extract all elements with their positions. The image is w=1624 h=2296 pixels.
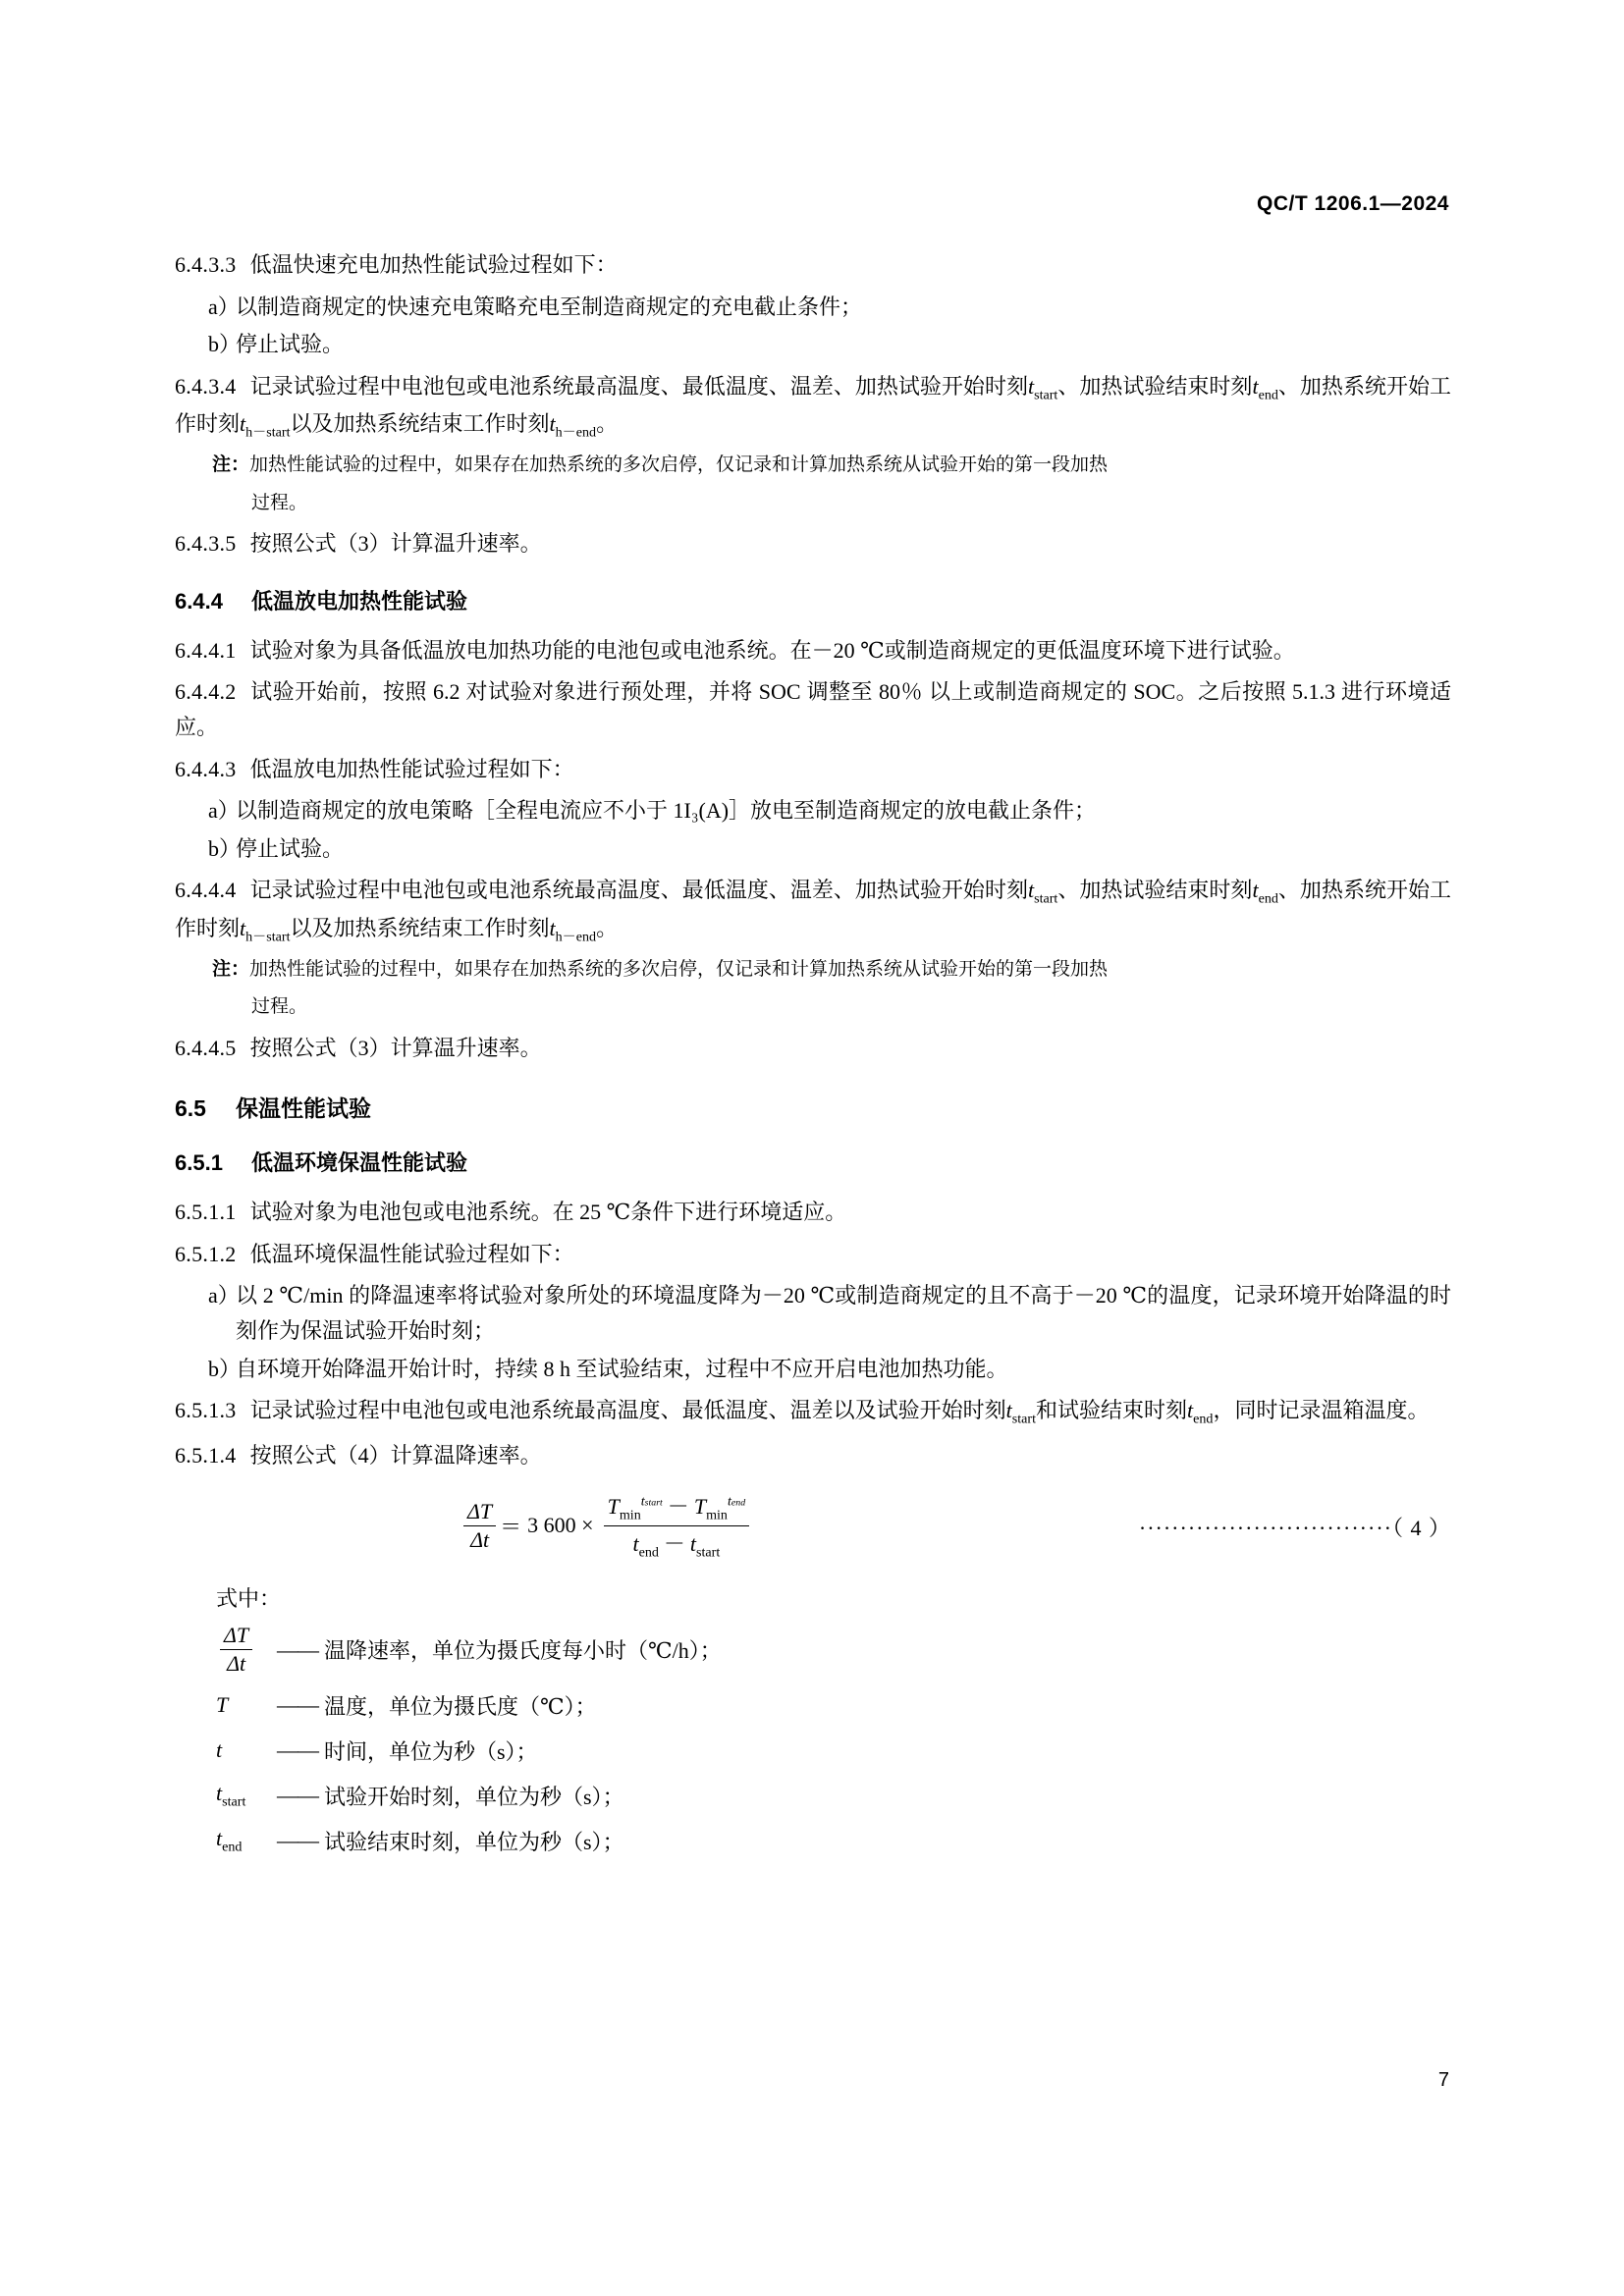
- clause-text-part1: 记录试验过程中电池包或电池系统最高温度、最低温度、温差以及试验开始时刻: [249, 1398, 1006, 1423]
- definition-text: 试验结束时刻，单位为秒（s）；: [324, 1829, 624, 1854]
- symbol-subscript: end: [1193, 1411, 1214, 1427]
- symbol-t-h-start: t: [240, 411, 246, 437]
- paragraph-6-4-4-4: [175, 873, 1451, 947]
- symbol-definition-list: [175, 1623, 1451, 1857]
- formula-T-1: T: [607, 1494, 620, 1520]
- definition-dash: ——: [277, 1636, 318, 1662]
- symbol-t-start: t: [1005, 1398, 1012, 1423]
- formula-rhs-numerator: [604, 1490, 750, 1525]
- paragraph-6-5-1-3: [175, 1393, 1451, 1430]
- note-2-continuation: 过程。: [251, 996, 308, 1018]
- list-6-4-4-3: [175, 793, 1451, 866]
- formula-rhs-fraction: [604, 1490, 750, 1561]
- symbol-subscript: h－end: [555, 928, 597, 944]
- formula-T-2-sup: t: [727, 1493, 731, 1510]
- formula-T-1-sup-sub: start: [644, 1497, 663, 1509]
- symbol-t-h-end: t: [549, 915, 556, 940]
- heading-6-5: [175, 1091, 1451, 1123]
- clause-number: 6.5.1.3: [175, 1398, 237, 1423]
- heading-number: 6.5: [175, 1095, 206, 1122]
- formula-denominator-minus: －: [663, 1530, 685, 1556]
- clause-number: 6.4.3.4: [175, 373, 237, 399]
- definition-symbol: T: [216, 1692, 229, 1718]
- symbol-t-start: t: [1027, 878, 1035, 903]
- definition-row: [216, 1623, 1451, 1677]
- clause-text: 按照公式（3）计算温升速率。: [249, 1035, 542, 1060]
- clause-number: 6.5.1.4: [175, 1442, 237, 1468]
- note-2: [175, 955, 1451, 985]
- list-item: [175, 793, 1451, 828]
- clause-text-part3: 、加热系统开始工作时刻: [175, 878, 1451, 940]
- note-text: 加热性能试验的过程中，如果存在加热系统的多次启停，仅记录和计算加热系统从试验开始的第一段加热: [249, 958, 1109, 980]
- clause-number: 6.4.4.4: [175, 878, 237, 903]
- definition-symbol: [216, 1781, 277, 1810]
- list-marker: b）: [208, 835, 242, 861]
- definition-dash: ——: [277, 1783, 318, 1808]
- list-item-text: 停止试验。: [236, 835, 345, 861]
- document-content: [175, 247, 1451, 1869]
- formula-t-start-sub: start: [696, 1543, 721, 1560]
- note-label: 注：: [212, 454, 250, 476]
- definition-text: 试验开始时刻，单位为秒（s）；: [324, 1784, 624, 1809]
- formula-t-end: t: [632, 1530, 639, 1556]
- symbol-t-end: t: [1252, 878, 1259, 903]
- heading-title: 低温放电加热性能试验: [251, 588, 468, 614]
- clause-text-part1: 记录试验过程中电池包或电池系统最高温度、最低温度、温差、加热试验开始时刻: [249, 878, 1028, 903]
- list-6-5-1-2: [175, 1278, 1451, 1386]
- definition-row: [216, 1688, 1451, 1722]
- clause-text-part2: 、加热试验结束时刻: [1057, 878, 1253, 903]
- paragraph-6-4-4-3: [175, 752, 1451, 787]
- formula-4-expression: [460, 1490, 753, 1561]
- heading-number: 6.4.4: [175, 588, 223, 614]
- list-item: [175, 327, 1451, 362]
- list-item-text: 以 2 ℃/min 的降温速率将试验对象所处的环境温度降为－20 ℃或制造商规定的且不高于－20 ℃的温度，记录环境开始降温的时刻作为保温试验开始时刻；: [236, 1283, 1451, 1344]
- list-item: [175, 831, 1451, 867]
- definition-row: [216, 1779, 1451, 1812]
- note-text: 加热性能试验的过程中，如果存在加热系统的多次启停，仅记录和计算加热系统从试验开始的第一段加热: [249, 454, 1109, 476]
- clause-text: 按照公式（4）计算温降速率。: [249, 1442, 542, 1468]
- paragraph-6-4-4-1: [175, 633, 1451, 668]
- formula-4-number: ·······························（ 4 ）: [1138, 1516, 1451, 1541]
- heading-6-5-1: [175, 1147, 1451, 1177]
- formula-T-1-sub: min: [619, 1507, 641, 1523]
- symbol-subscript: end: [1258, 387, 1278, 403]
- formula-T-2: T: [693, 1494, 707, 1520]
- note-1-continuation: 过程。: [251, 492, 308, 513]
- definition-symbol-denominator: Δt: [227, 1651, 246, 1677]
- list-marker: a）: [208, 798, 240, 824]
- formula-t-end-sub: end: [638, 1543, 659, 1560]
- where-label: 式中：: [216, 1586, 282, 1612]
- definition-symbol-base: t: [216, 1780, 223, 1805]
- note-1: [175, 451, 1451, 480]
- clause-number: 6.5.1.2: [175, 1241, 237, 1266]
- list-item-text: 停止试验。: [236, 332, 345, 357]
- list-item-text: 自环境开始降温开始计时，持续 8 h 至试验结束，过程中不应开启电池加热功能。: [236, 1356, 1008, 1381]
- symbol-t-start: t: [1027, 373, 1035, 399]
- formula-T-1-sup: t: [640, 1493, 645, 1510]
- list-item: [175, 290, 1451, 325]
- clause-text-part3: 、加热系统开始工作时刻: [175, 373, 1451, 437]
- clause-text: 试验对象为具备低温放电加热功能的电池包或电池系统。在－20 ℃或制造商规定的更低温度环境下进行试验。: [249, 637, 1295, 663]
- clause-text: 低温环境保温性能试验过程如下：: [249, 1241, 574, 1266]
- heading-title: 低温环境保温性能试验: [251, 1150, 468, 1176]
- list-item: [175, 1352, 1451, 1387]
- clause-text: 试验开始前，按照 6.2 对试验对象进行预处理，并将 SOC 调整至 80％ 以上或制造商规定的 SOC。之后按照 5.1.3 进行环境适应。: [175, 679, 1451, 739]
- definition-symbol: [216, 1826, 277, 1855]
- formula-lhs-denominator: Δt: [470, 1526, 490, 1552]
- definition-symbol: [216, 1623, 277, 1677]
- list-item-text: 以制造商规定的放电策略［全程电流应不小于 1I₃(A)］放电至制造商规定的放电截止条件；: [236, 798, 1097, 824]
- formula-equals: ＝: [500, 1514, 522, 1539]
- symbol-t-end: t: [1252, 373, 1259, 399]
- definition-symbol: t: [216, 1737, 223, 1763]
- list-marker: b）: [208, 1356, 242, 1381]
- paragraph-6-4-3-4: [175, 369, 1451, 444]
- definition-row: [216, 1734, 1451, 1767]
- clause-text-part1: 记录试验过程中电池包或电池系统最高温度、最低温度、温差、加热试验开始时刻: [249, 373, 1028, 399]
- definition-symbol-sub: start: [222, 1793, 246, 1810]
- list-item: [175, 1278, 1451, 1348]
- list-marker: b）: [208, 332, 242, 357]
- clause-number: 6.4.4.1: [175, 637, 237, 663]
- formula-t-start: t: [689, 1530, 697, 1556]
- page-number: 7: [1437, 2069, 1449, 2091]
- paragraph-6-5-1-2: [175, 1237, 1451, 1272]
- clause-number: 6.4.4.3: [175, 756, 237, 781]
- clause-number: 6.4.4.2: [175, 679, 237, 705]
- paragraph-6-4-3-5: [175, 526, 1451, 561]
- symbol-subscript: h－start: [245, 928, 291, 944]
- symbol-subscript: start: [1034, 387, 1058, 403]
- formula-coefficient: 3 600 ×: [527, 1513, 594, 1538]
- definition-dash: ——: [277, 1737, 318, 1763]
- symbol-subscript: end: [1258, 890, 1278, 907]
- clause-text-part5: 。: [596, 915, 619, 940]
- list-6-4-3-3: [175, 290, 1451, 362]
- definition-text: 温降速率，单位为摄氏度每小时（℃/h）；: [324, 1638, 722, 1664]
- paragraph-6-4-4-5: [175, 1031, 1451, 1066]
- symbol-subscript: start: [1034, 890, 1058, 907]
- list-marker: a）: [208, 1283, 240, 1308]
- definition-symbol-base: t: [216, 1825, 223, 1850]
- clause-text-part5: 。: [596, 411, 619, 437]
- note-label: 注：: [212, 958, 250, 980]
- formula-T-2-sub: min: [706, 1507, 728, 1523]
- definition-text: 时间，单位为秒（s）；: [324, 1738, 538, 1764]
- clause-text: 低温快速充电加热性能试验过程如下：: [249, 252, 618, 277]
- clause-number: 6.5.1.1: [175, 1200, 237, 1225]
- heading-title: 保温性能试验: [236, 1095, 371, 1122]
- definition-symbol-numerator: ΔT: [220, 1623, 252, 1650]
- definition-row: [216, 1824, 1451, 1857]
- symbol-subscript: h－start: [245, 424, 291, 441]
- list-item-text: 以制造商规定的快速充电策略充电至制造商规定的充电截止条件；: [236, 294, 863, 319]
- formula-rhs-denominator: [628, 1526, 724, 1561]
- page-header-standard-number: QC/T 1206.1—2024: [1257, 192, 1449, 215]
- definition-dash: ——: [277, 1692, 318, 1718]
- heading-6-4-4: [175, 585, 1451, 615]
- definition-symbol-fraction: [220, 1623, 252, 1677]
- formula-T-2-sup-sub: end: [731, 1497, 746, 1509]
- formula-numerator-minus: －: [667, 1494, 689, 1520]
- list-marker: a）: [208, 294, 240, 319]
- clause-number: 6.4.3.3: [175, 252, 237, 277]
- definition-text: 温度，单位为摄氏度（℃）；: [324, 1693, 597, 1719]
- clause-number: 6.4.4.5: [175, 1035, 237, 1060]
- clause-text-part4: 以及加热系统结束工作时刻: [290, 411, 550, 437]
- heading-number: 6.5.1: [175, 1150, 223, 1176]
- clause-text: 低温放电加热性能试验过程如下：: [249, 756, 574, 781]
- formula-lhs-numerator: ΔT: [463, 1499, 496, 1526]
- symbol-subscript: start: [1011, 1411, 1036, 1427]
- symbol-t-end: t: [1187, 1398, 1194, 1423]
- clause-text-part2: 和试验结束时刻: [1036, 1398, 1188, 1423]
- formula-4-block: [175, 1490, 1451, 1567]
- formula-lhs-fraction: [463, 1499, 496, 1553]
- paragraph-6-5-1-4: [175, 1438, 1451, 1473]
- clause-text-part4: 以及加热系统结束工作时刻: [290, 915, 550, 940]
- clause-text: 按照公式（3）计算温升速率。: [249, 531, 542, 557]
- paragraph-6-4-4-2: [175, 674, 1451, 744]
- paragraph-6-5-1-1: [175, 1195, 1451, 1230]
- clause-text-part3: ，同时记录温箱温度。: [1213, 1398, 1430, 1423]
- symbol-t-h-start: t: [240, 915, 246, 940]
- clause-text-part2: 、加热试验结束时刻: [1057, 373, 1253, 399]
- symbol-t-h-end: t: [549, 411, 556, 437]
- definition-dash: ——: [277, 1828, 318, 1853]
- clause-number: 6.4.3.5: [175, 531, 237, 557]
- paragraph-6-4-3-3: [175, 247, 1451, 283]
- clause-text: 试验对象为电池包或电池系统。在 25 ℃条件下进行环境适应。: [249, 1200, 847, 1225]
- definition-symbol-sub: end: [222, 1839, 243, 1855]
- symbol-subscript: h－end: [555, 424, 597, 441]
